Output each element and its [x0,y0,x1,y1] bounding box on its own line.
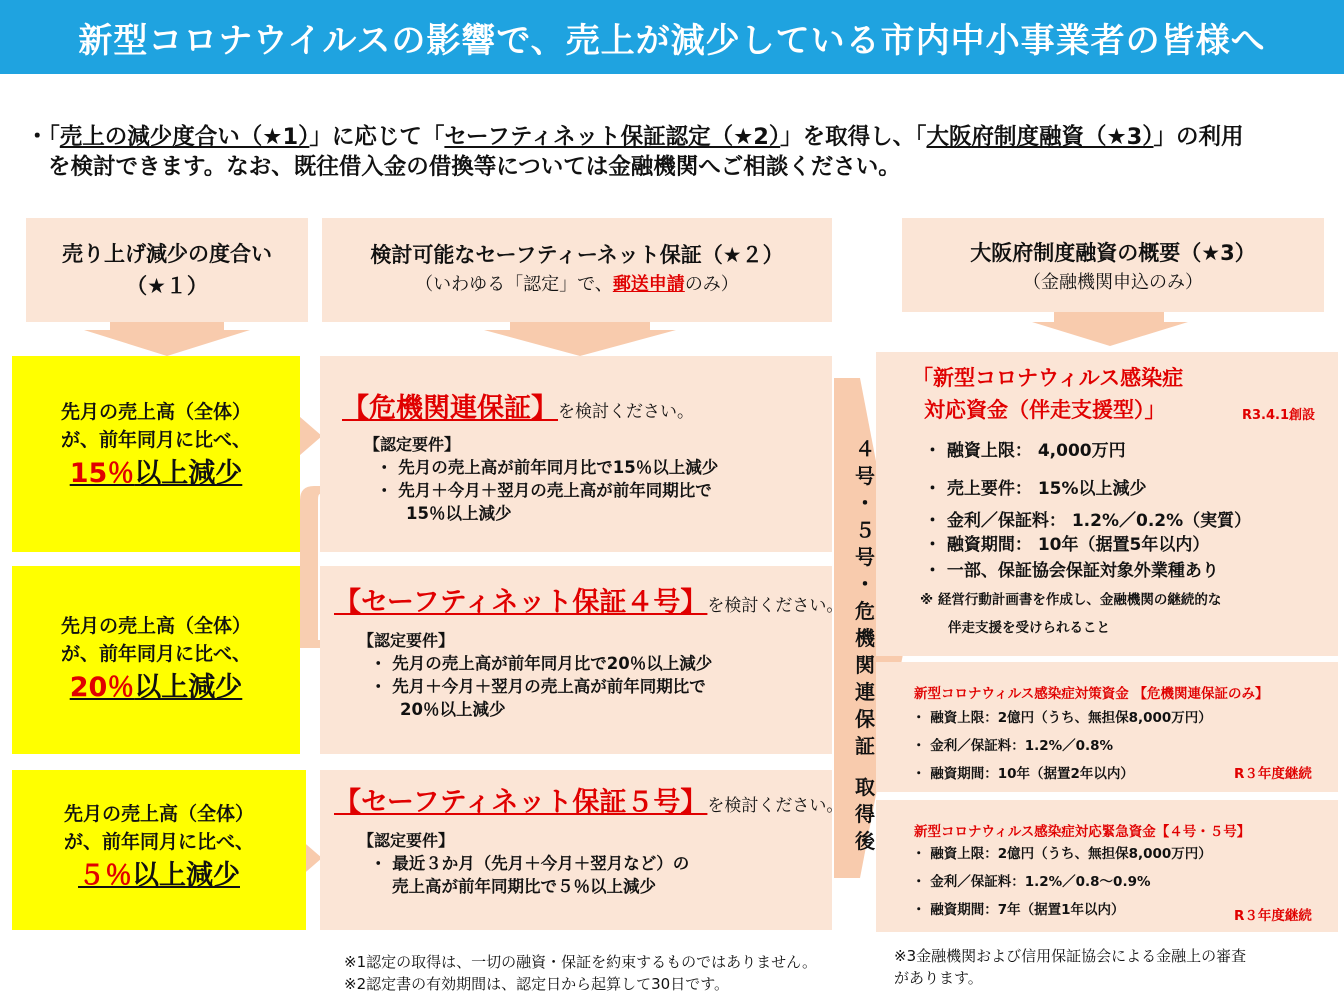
loan-note-line-2: 伴走支援を受けられること [948,620,1110,636]
vertical-label [852,436,878,855]
requirements-heading: 【認定要件】 [364,435,461,454]
loan-created-tag: R3.4.1創設 [1242,408,1316,423]
loan-box-emergency [876,800,1338,932]
loan-item: ・ 売上要件： 15%以上減少 [924,479,1147,499]
intro-text-part: 」に応じて [309,124,422,150]
intro-quote: 「 [915,124,927,150]
header-box-title: 検討可能なセーフティーネット保証（★２） [370,243,784,267]
level-box-20 [12,566,300,754]
vertical-char: ４ [855,437,875,461]
level-reduction-text: 以上減少 [134,672,243,703]
guarantee-box-sn4 [320,566,844,754]
guarantee-box-crisis [320,356,832,552]
down-arrow-middle [484,322,676,356]
level-line-1: 先月の売上高（全体） [63,803,254,825]
loan-title-line-1: 「新型コロナウィルス感染症 [912,366,1184,390]
loan-item: ・ 金利／保証料： 1.2%／0.2%（実質） [924,511,1252,531]
vertical-char: 号 [855,464,875,488]
intro-text-part: 」を取得し、 [780,124,916,150]
vertical-char: 得 [855,802,875,826]
vertical-char: ５ [855,518,875,542]
header-box-title: 売り上げ減少の度合い [62,242,272,266]
intro-term-reduction: 売上の減少度合い（★1） [59,124,310,150]
subtitle-mail-application: 郵送申請 [612,274,685,295]
guarantee-box-sn5 [320,770,844,930]
level-line-2: が、前年同月に比べ、 [60,429,251,451]
level-line-1: 先月の売上高（全体） [60,401,251,423]
loan-title: 新型コロナウィルス感染症対策資金 【危機関連保証のみ】 [914,686,1269,702]
vertical-gap [852,760,878,774]
level-line-1: 先月の売上高（全体） [60,615,251,637]
level-percent: 15％ [69,458,135,489]
level-percent: ５％ [78,860,132,891]
level-line-2: が、前年同月に比べ、 [63,831,254,853]
intro-bullet: ・ [26,124,49,150]
header-box-subtitle: （金融機関申込のみ） [1023,272,1203,293]
loan-continued-tag: R３年度継続 [1234,766,1312,782]
loan-item: ・ 融資上限：2億円（うち、無担保8,000万円） [912,710,1212,726]
intro-term-osaka-loan: 大阪府制度融資（★3） [926,124,1154,150]
loan-item: ・ 融資期間：10年（据置2年以内） [912,766,1134,782]
guarantee-title: 【セーフティネット保証４号】 [334,587,708,618]
level-box-15 [12,356,300,552]
level-line-2: が、前年同月に比べ、 [60,643,251,665]
intro-text-part: 」の利用 [1153,124,1244,150]
requirement-item: ・ 先月の売上高が前年同月比で20％以上減少 [370,654,713,673]
footnote-3-line-1: ※3金融機関および信用保証協会による金融上の審査 [894,947,1247,965]
down-arrow-right [1032,312,1188,346]
loan-continued-tag: R３年度継続 [1234,908,1312,924]
intro-line-2: を検討できます。なお、既往借入金の借換等については金融機関へご相談ください。 [48,154,901,180]
loan-title: 新型コロナウィルス感染症対応緊急資金【４号・５号】 [914,824,1251,840]
subtitle-part: のみ） [684,274,739,295]
vertical-char: 保 [855,707,875,731]
vertical-char: 機 [855,626,875,650]
loan-item: ・ 融資上限： 4,000万円 [924,441,1126,461]
intro-quote: 「 [421,124,445,150]
vertical-char: 号 [855,545,875,569]
guarantee-title: 【セーフティネット保証５号】 [334,787,708,818]
loan-box-crisis [876,662,1338,792]
subtitle-part: （いわゆる「認定」で、 [415,274,613,295]
level-box-5 [12,770,306,930]
requirement-item: ・ 最近３か月（先月＋今月＋翌月など）の [370,854,690,873]
vertical-char: 取 [855,775,875,799]
header-box-star: （★１） [126,274,208,298]
guarantee-title-suffix: を検討ください。 [558,402,694,422]
level-reduction-text: 以上減少 [134,458,243,489]
vertical-char: 後 [855,829,875,853]
requirement-item: 売上高が前年同期比で５％以上減少 [392,877,656,896]
page-title: 新型コロナウイルスの影響で、売上が減少している市内中小事業者の皆様へ [78,20,1266,61]
loan-item: ・ 金利／保証料：1.2%／0.8% [912,738,1114,754]
header-box-title: 大阪府制度融資の概要（★3） [970,241,1256,265]
loan-item: ・ 融資上限：2億円（うち、無担保8,000万円） [912,846,1212,862]
loan-note-line-1: ※ 経営行動計画書を作成し、金融機関の継続的な [920,592,1222,608]
vertical-char: 関 [855,653,875,677]
requirements-heading: 【認定要件】 [358,831,455,850]
footnote-2: ※2認定書の有効期間は、認定日から起算して30日です。 [344,975,730,993]
guarantee-title: 【危機関連保証】 [342,393,558,424]
vertical-char: 連 [855,680,875,704]
intro-term-safetynet: セーフティネット保証認定（★2） [444,124,781,150]
vertical-char: ・ [855,572,875,596]
intro-quote: 「 [48,124,60,150]
vertical-char: 証 [855,734,875,758]
requirement-item: ・ 先月の売上高が前年同月比で15％以上減少 [376,458,719,477]
requirements-heading: 【認定要件】 [358,631,455,650]
vertical-char: 危 [855,599,875,623]
guarantee-title-suffix: を検討ください。 [707,596,844,616]
loan-box-main [876,352,1338,656]
requirement-item: 15％以上減少 [406,504,512,523]
vertical-char: ・ [855,491,875,515]
loan-item: ・ 融資期間： 10年（据置5年以内） [924,535,1210,555]
down-arrow-left [84,322,250,356]
loan-title-line-2: 対応資金（伴走支援型）」 [924,398,1166,422]
loan-item: ・ 一部、保証協会保証対象外業種あり [924,561,1219,581]
loan-item: ・ 金利／保証料：1.2%／0.8～0.9% [912,874,1151,890]
requirement-item: ・ 先月＋今月＋翌月の売上高が前年同期比で [376,481,712,500]
footnote-1: ※1認定の取得は、一切の融資・保証を約束するものではありません。 [344,953,818,971]
level-reduction-text: 以上減少 [132,860,240,891]
requirement-item: 20％以上減少 [400,700,506,719]
loan-item: ・ 融資期間：7年（据置1年以内） [912,902,1125,918]
footnote-3-line-2: があります。 [894,969,983,987]
guarantee-title-suffix: を検討ください。 [707,796,844,816]
requirement-item: ・ 先月＋今月＋翌月の売上高が前年同期比で [370,677,706,696]
level-percent: 20％ [69,672,135,703]
